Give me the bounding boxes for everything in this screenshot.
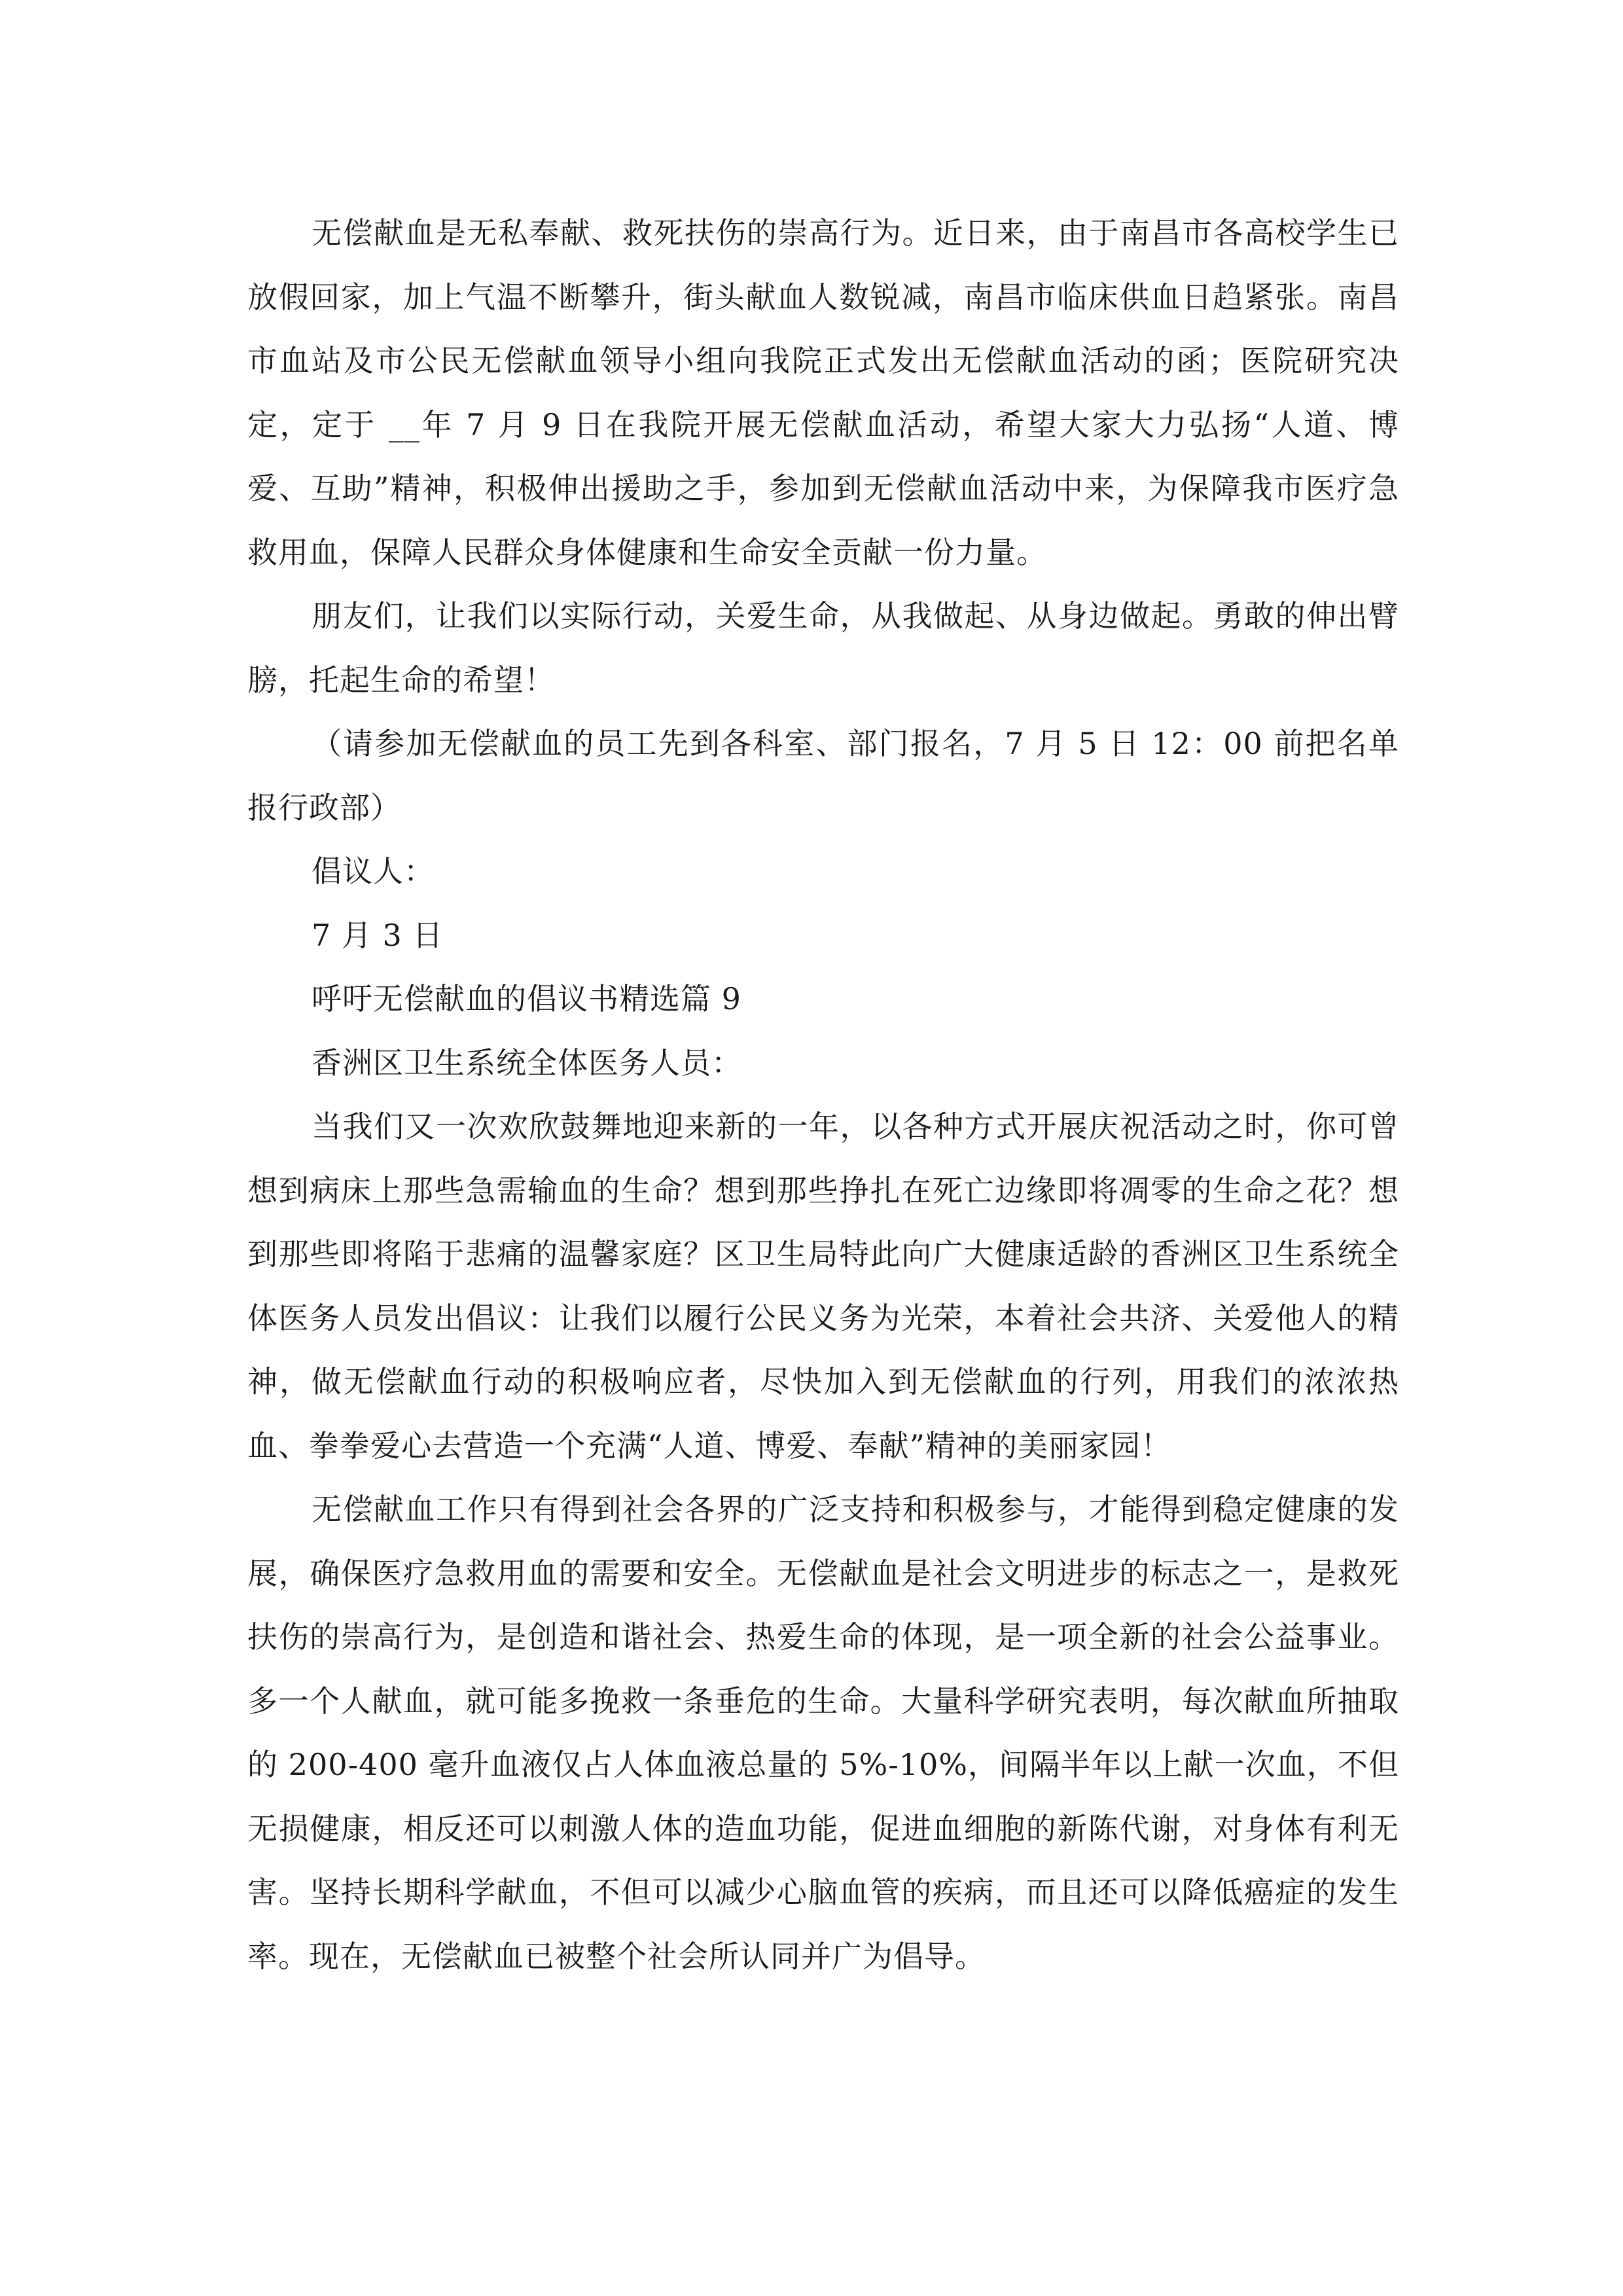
section-heading: 呼吁无偿献血的倡议书精选篇 9 <box>312 981 741 1016</box>
document-body <box>247 202 1399 1988</box>
paragraph-donation-benefits: 无偿献血工作只有得到社会各界的广泛支持和积极参与，才能得到稳定健康的发展，确保医疗急救用血的需要和安全。无偿献血是社会文明进步的标志之一，是救死扶伤的崇高行为，是创造和谐社会、热爱生命的体现，是一项全新的社会公益事业。多一个人献血，就可能多挽救一条垂危的生命。大量科学研究表明，每次献血所抽取的 200-400 毫升血液仅占人体血液总量的 5%-10%，间隔半年以上献一次血，不但无损健康，相反还可以刺激人体的造血功能，促进血细胞的新陈代谢，对身体有利无害。坚持长期科学献血，不但可以减少心脑血管的疾病，而且还可以降低癌症的发生率。现在，无偿献血已被整个社会所认同并广为倡导。 <box>247 1492 1399 1974</box>
paragraph-salutation: 香洲区卫生系统全体医务人员： <box>312 1045 742 1081</box>
paragraph-friends-appeal: 朋友们，让我们以实际行动，关爱生命，从我做起、从身边做起。勇敢的伸出臂膀，托起生命的希望！ <box>247 598 1399 698</box>
paragraph-date: 7 月 3 日 <box>312 917 444 953</box>
paragraph-registration-note: （请参加无偿献血的员工先到各科室、部门报名，7 月 5 日 12：00 前把名单报行政部） <box>247 726 1399 825</box>
paragraph-blood-donation-intro: 无偿献血是无私奉献、救死扶伤的崇高行为。近日来，由于南昌市各高校学生已放假回家，加上气温不断攀升，街头献血人数锐减，南昌市临床供血日趋紧张。南昌市血站及市公民无偿献血领导小组向我院正式发出无偿献血活动的函；医院研究决定，定于 __年 7 月 9 日在我院开展无偿献血活动，希望大家大力弘扬“人道、博爱、互助”精神，积极伸出援助之手，参加到无偿献血活动中来，为保障我市医疗急救用血，保障人民群众身体健康和生命安全贡献一份力量。 <box>247 215 1399 570</box>
paragraph-initiator: 倡议人： <box>312 853 435 889</box>
paragraph-new-year-appeal: 当我们又一次欢欣鼓舞地迎来新的一年，以各种方式开展庆祝活动之时，你可曾想到病床上那些急需输血的生命？想到那些挣扎在死亡边缘即将凋零的生命之花？想到那些即将陷于悲痛的温馨家庭？区卫生局特此向广大健康适龄的香洲区卫生系统全体医务人员发出倡议：让我们以履行公民义务为光荣，本着社会共济、关爱他人的精神，做无偿献血行动的积极响应者，尽快加入到无偿献血的行列，用我们的浓浓热血、拳拳爱心去营造一个充满“人道、博爱、奉献”精神的美丽家园！ <box>247 1109 1399 1463</box>
